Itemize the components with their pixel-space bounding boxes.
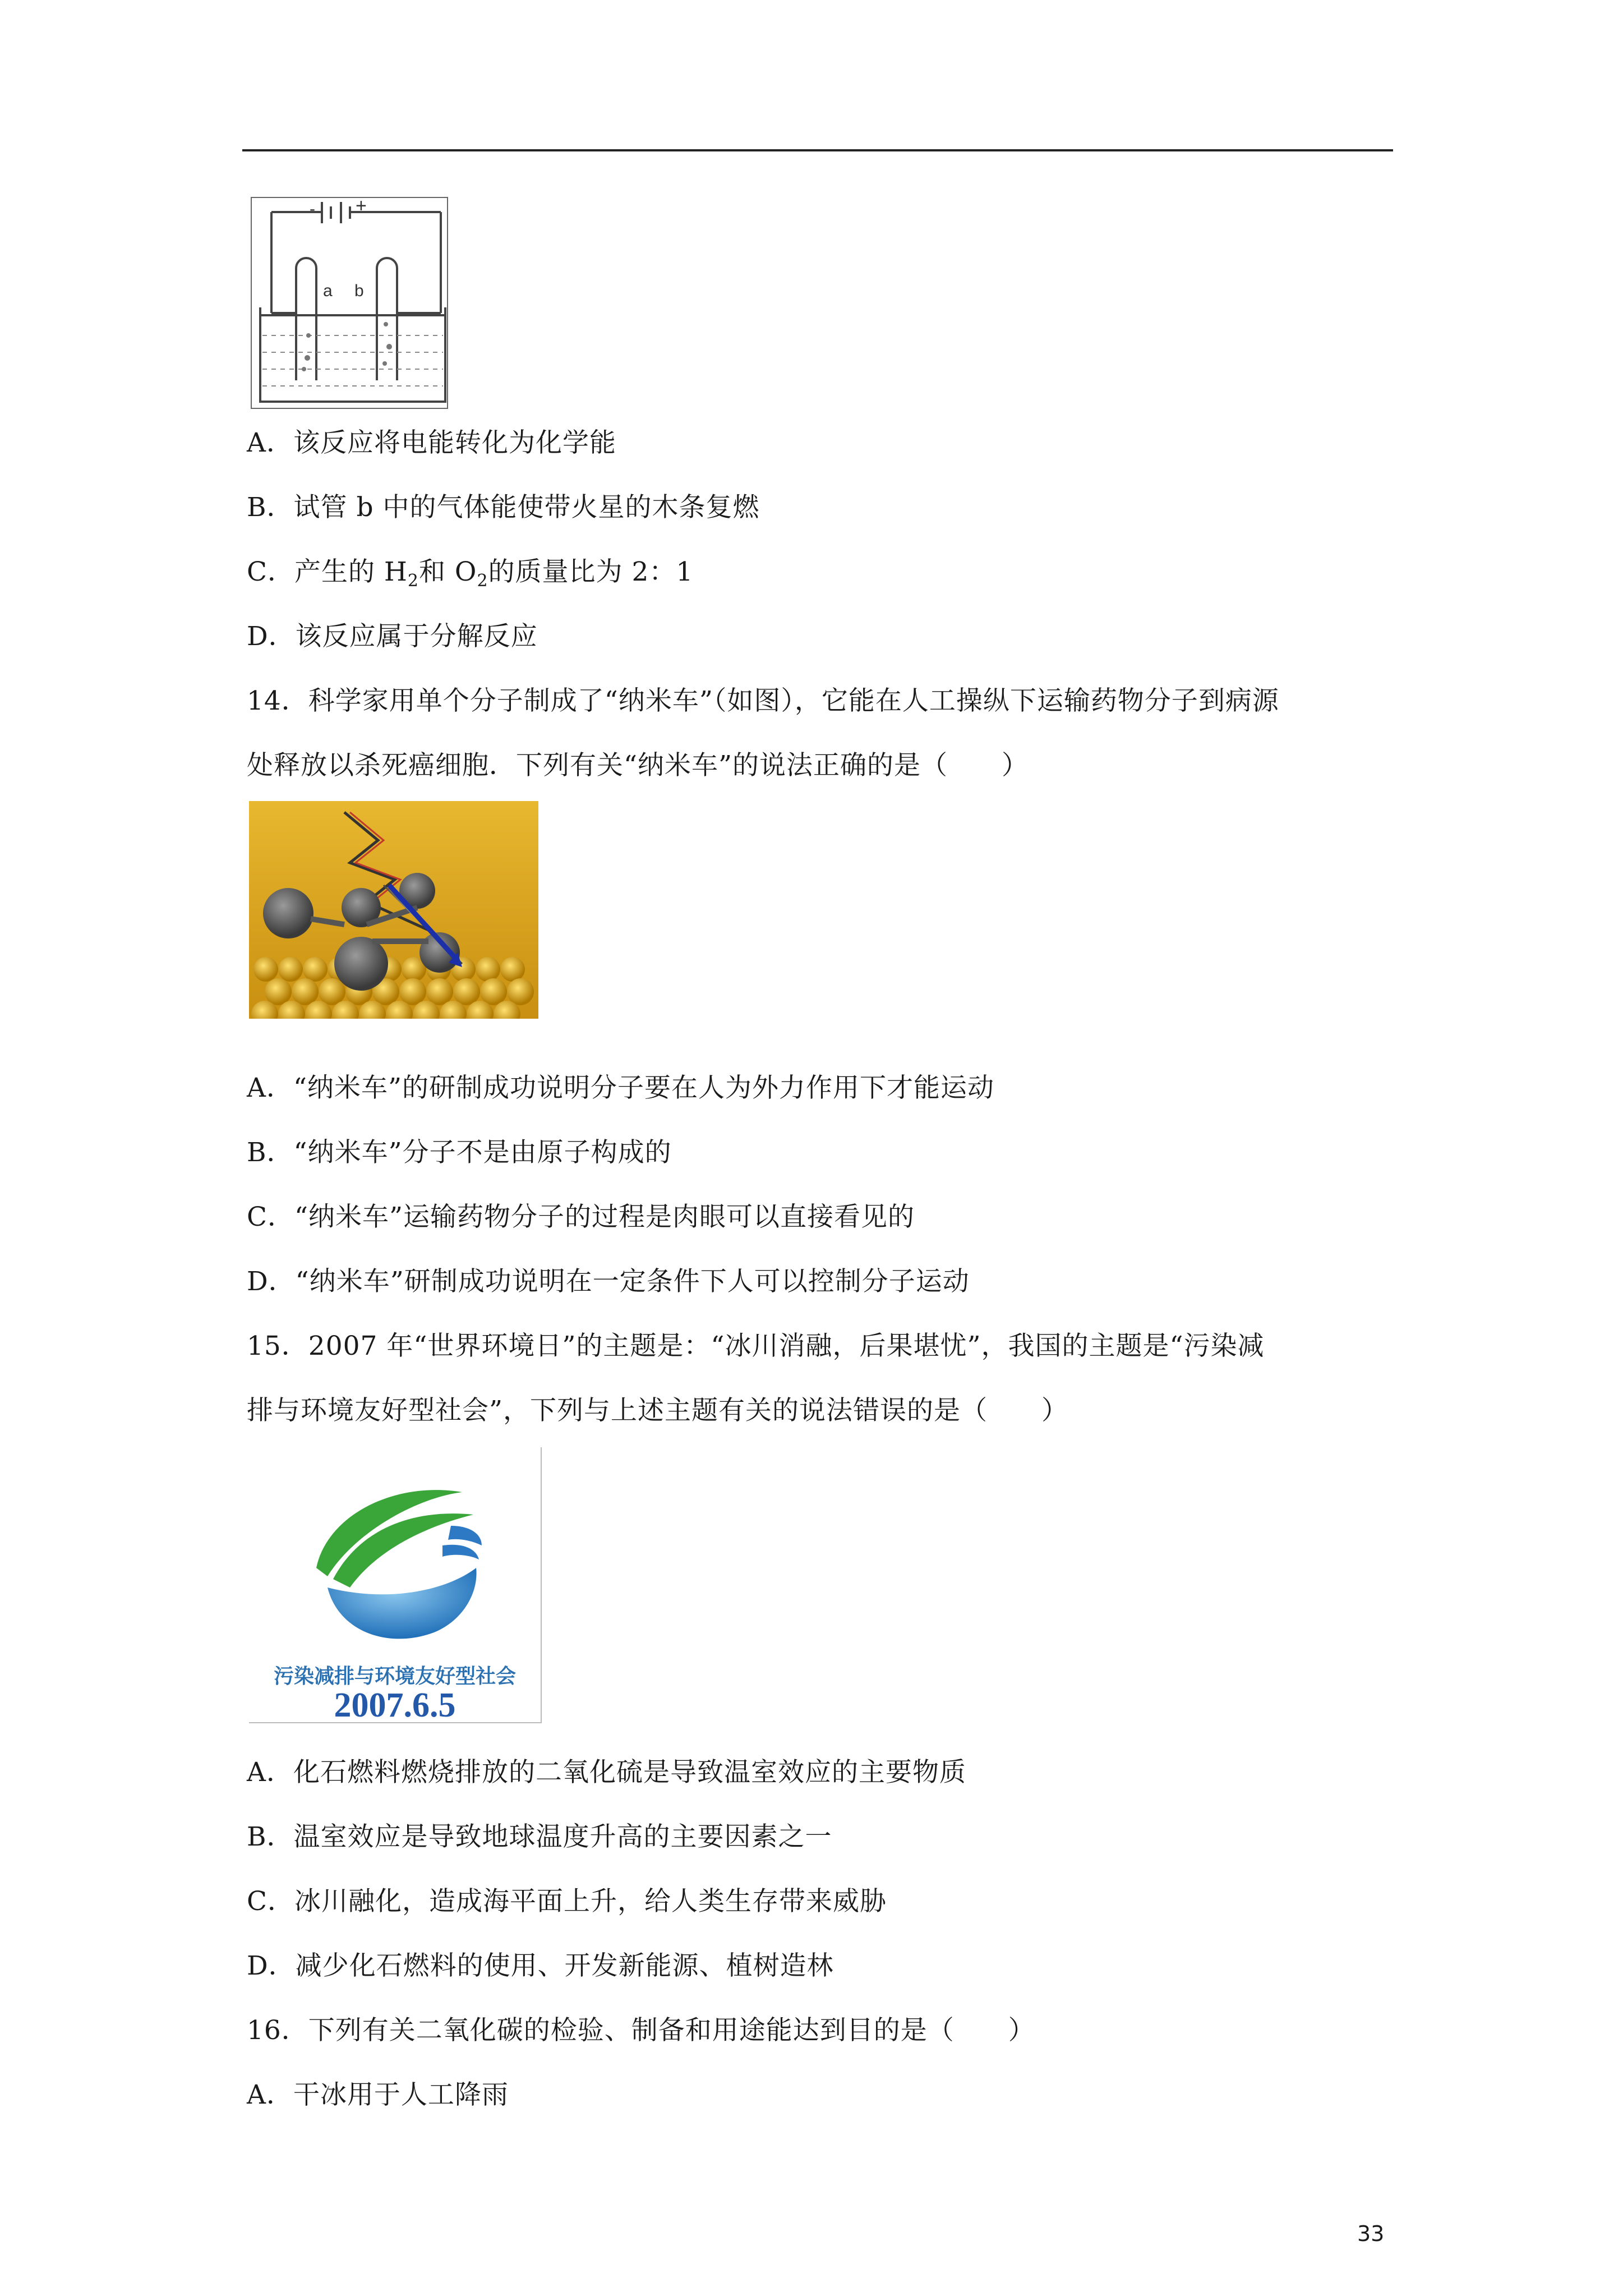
q15-option-d: D．减少化石燃料的使用、开发新能源、植树造林 xyxy=(247,1950,834,1981)
logo-date: 2007.6.5 xyxy=(334,1686,456,1724)
q13-option-d: D．该反应属于分解反应 xyxy=(247,621,538,652)
q13-option-c: C．产生的 $H_2$和 $O_2$的质量比为 2：1 xyxy=(247,556,694,591)
logo-slogan: 污染减排与环境友好型社会 xyxy=(273,1665,516,1688)
q15-stem-line2: 排与环境友好型社会”，下列与上述主题有关的说法错误的是（ ） xyxy=(247,1395,1069,1426)
q16-stem: 16．下列有关二氧化碳的检验、制备和用途能达到目的是（ ） xyxy=(247,2015,1035,2046)
q13-option-b: B．试管 b 中的气体能使带火星的木条复燃 xyxy=(247,492,760,523)
q14-option-c: C．“纳米车”运输药物分子的过程是肉眼可以直接看见的 xyxy=(247,1202,915,1232)
nano-car-image xyxy=(249,801,538,1019)
page-number: 33 xyxy=(1357,2221,1385,2246)
globe-leaf-emblem xyxy=(249,1447,541,1655)
q15-stem-line1: 15．2007 年“世界环境日”的主题是：“冰川消融，后果堪忧”，我国的主题是“污染减 xyxy=(247,1331,1265,1361)
q13-option-a: A．该反应将电能转化为化学能 xyxy=(247,427,616,458)
q14-option-a: A．“纳米车”的研制成功说明分子要在人为外力作用下才能运动 xyxy=(247,1073,994,1103)
q14-option-d: D．“纳米车”研制成功说明在一定条件下人可以控制分子运动 xyxy=(247,1266,970,1297)
q14-stem-line2: 处释放以杀死癌细胞．下列有关“纳米车”的说法正确的是（ ） xyxy=(247,750,1029,781)
q14-stem-line1: 14．科学家用单个分子制成了“纳米车”（如图），它能在人工操纵下运输药物分子到病源 xyxy=(247,685,1279,716)
battery-plus-label: + xyxy=(356,195,367,217)
environment-day-logo xyxy=(249,1447,542,1723)
header-rule xyxy=(242,149,1393,151)
electrolysis-diagram xyxy=(249,195,450,411)
q15-option-c: C．冰川融化，造成海平面上升，给人类生存带来威胁 xyxy=(247,1886,887,1917)
battery-minus-label: - xyxy=(310,200,315,218)
q15-option-a: A．化石燃料燃烧排放的二氧化硫是导致温室效应的主要物质 xyxy=(247,1757,966,1788)
q15-option-b: B．温室效应是导致地球温度升高的主要因素之一 xyxy=(247,1821,832,1852)
q16-option-a: A．干冰用于人工降雨 xyxy=(247,2079,509,2110)
tube-b-label: b xyxy=(354,282,364,300)
q14-option-b: B．“纳米车”分子不是由原子构成的 xyxy=(247,1137,672,1168)
tube-a-label: a xyxy=(323,282,333,300)
